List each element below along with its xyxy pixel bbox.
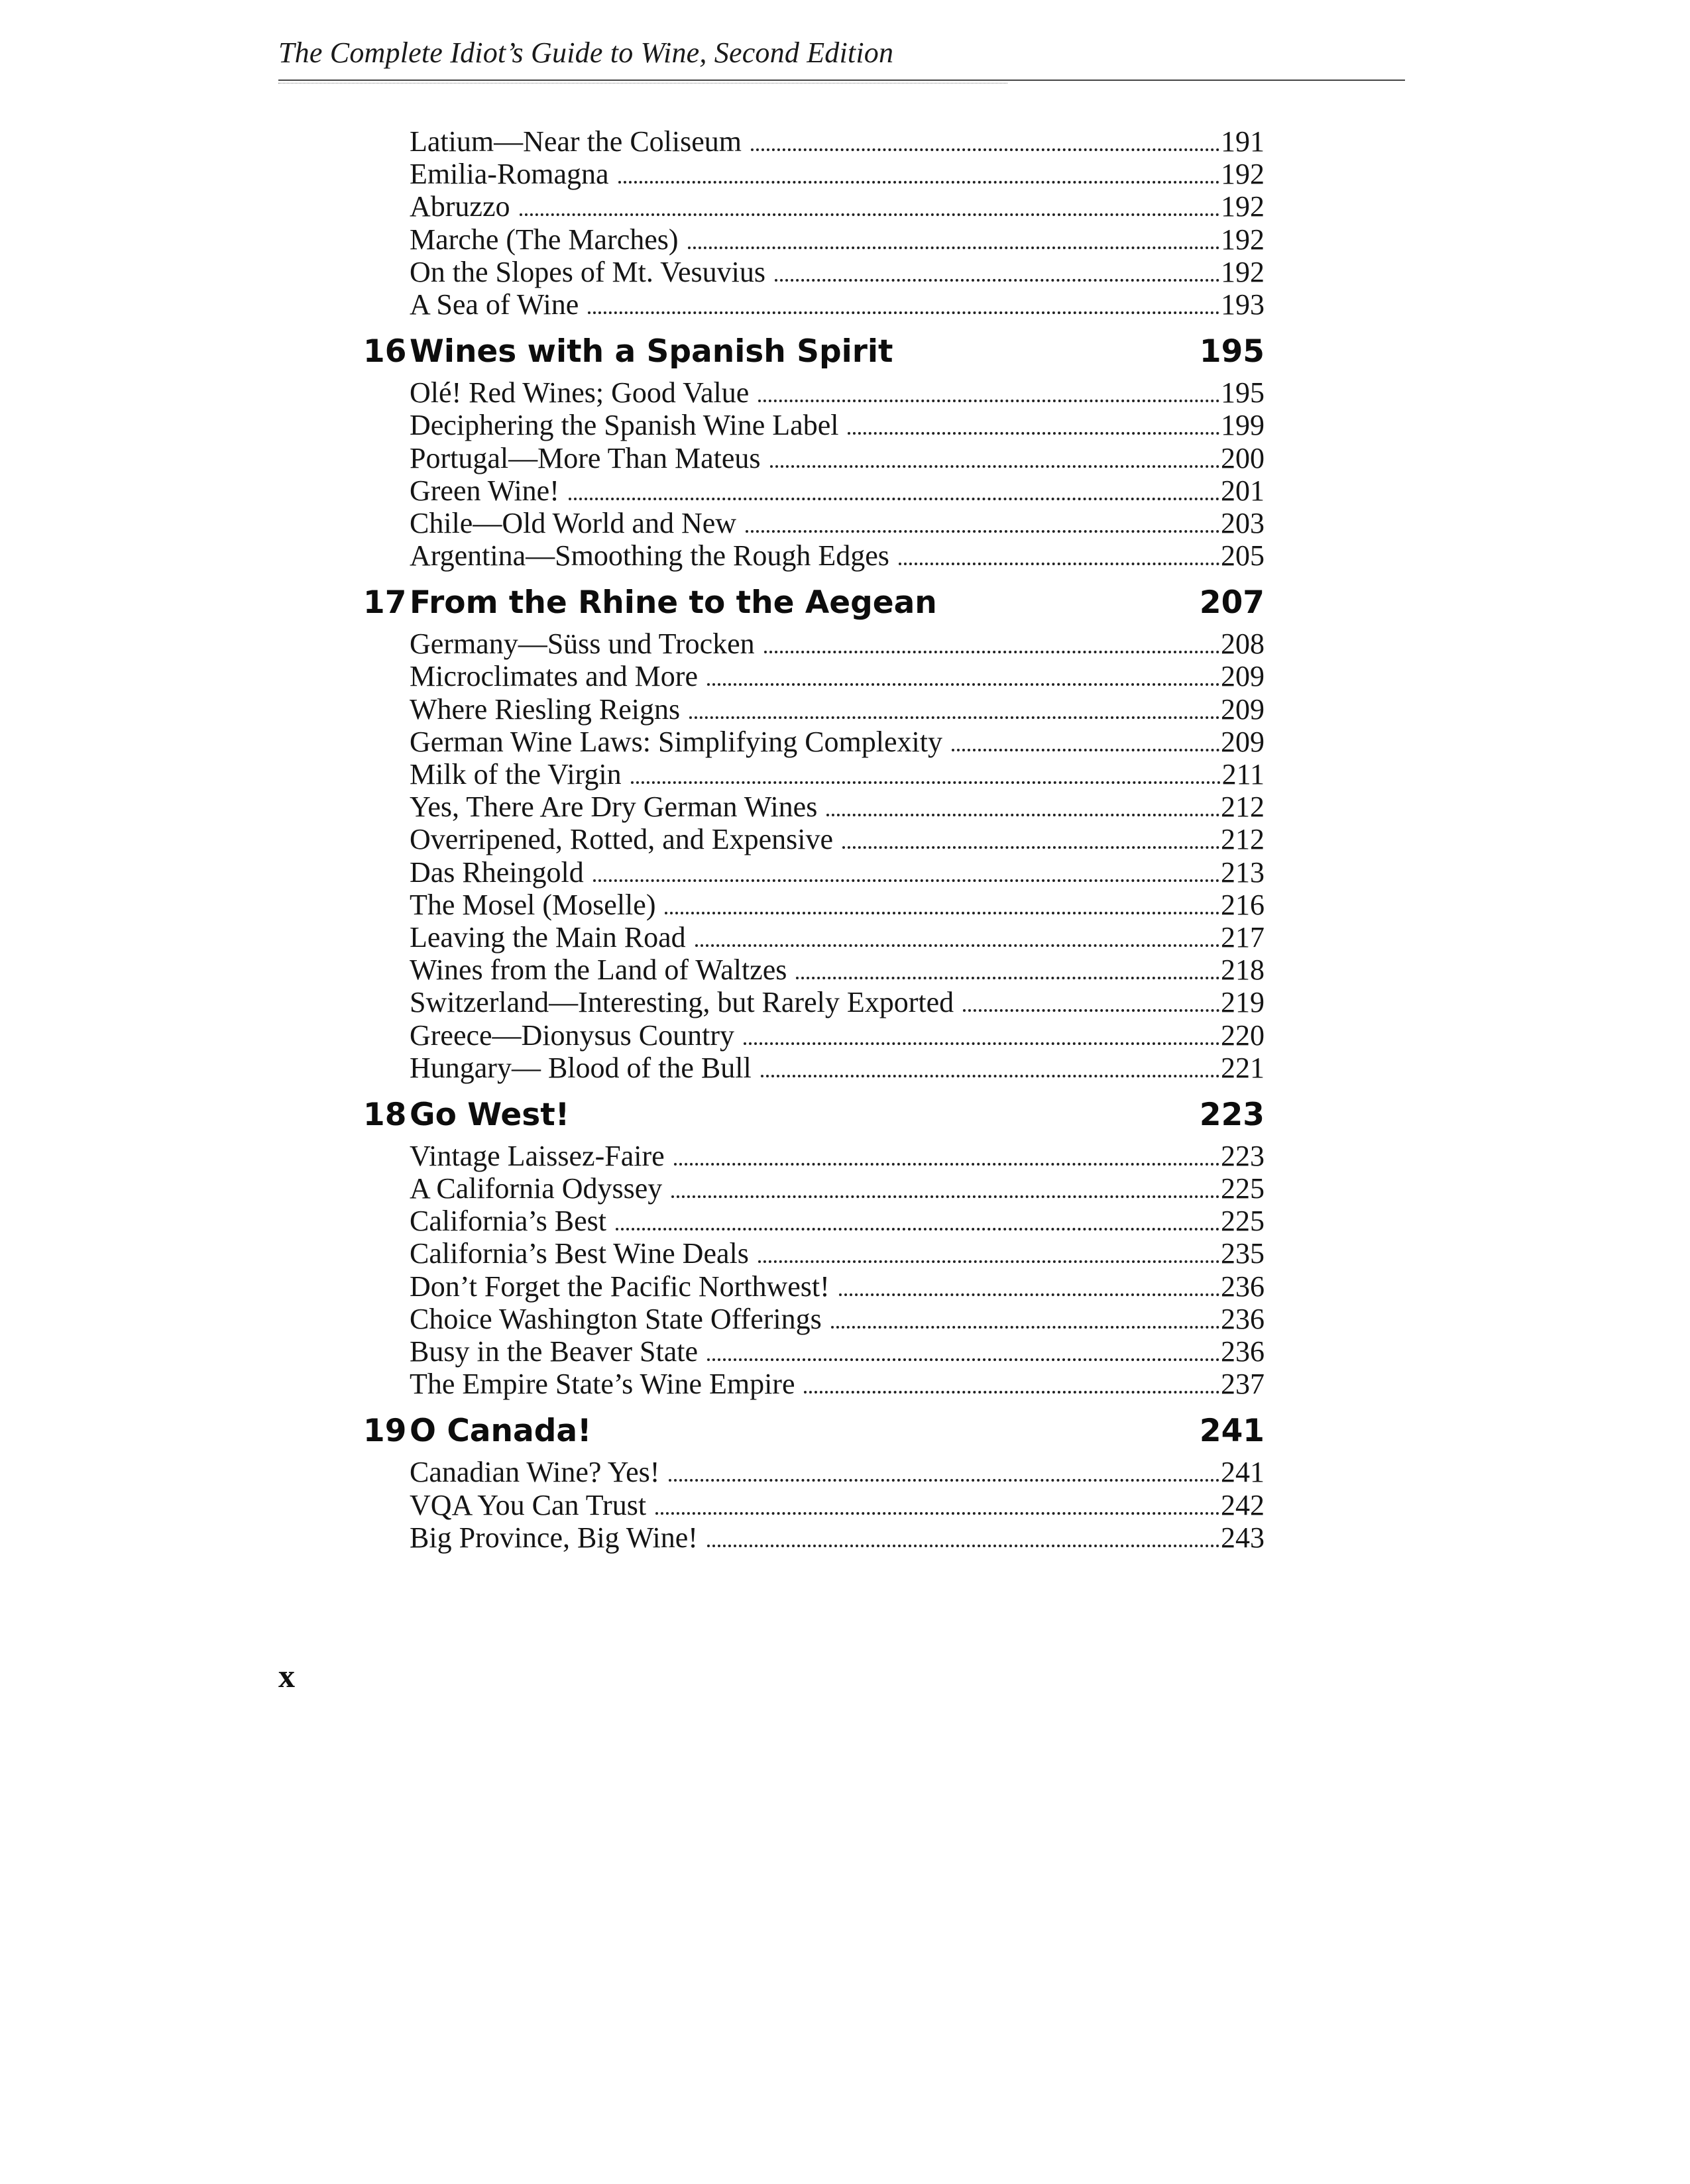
chapter-number: 19 (363, 1413, 407, 1450)
toc-entry (410, 757, 1265, 790)
toc-entry-page: 236 (1221, 1302, 1265, 1335)
toc-entry-title: Germany—Süss und Trocken (410, 628, 755, 661)
toc-entry-page: 200 (1221, 441, 1265, 474)
dot-leader (688, 246, 1219, 249)
toc-entry (410, 255, 1265, 288)
toc-entry-title: Busy in the Beaver State (410, 1335, 699, 1368)
toc-entry-title: German Wine Laws: Simplifying Complexity (410, 725, 942, 758)
toc-entry (410, 627, 1265, 659)
chapter-section (363, 333, 1265, 571)
dot-leader (520, 213, 1220, 216)
toc-entry (410, 1521, 1265, 1553)
toc-entry-page: 205 (1221, 539, 1265, 573)
dot-leader (775, 279, 1219, 282)
dot-leader (744, 1042, 1219, 1045)
toc-entry-page: 209 (1221, 660, 1265, 693)
toc-entry-page: 236 (1221, 1270, 1265, 1303)
toc-entry-title: Greece—Dionysus Country (410, 1018, 735, 1052)
toc-entry (410, 1367, 1265, 1399)
chapter-page: 223 (1199, 1096, 1265, 1133)
dot-leader (831, 1326, 1219, 1329)
toc-entry-title: Chile—Old World and New (410, 506, 737, 539)
toc-entry (410, 692, 1265, 725)
toc-entry-title: Deciphering the Spanish Wine Label (410, 409, 839, 442)
chapter-title: O Canada! (410, 1413, 592, 1450)
dot-leader (796, 977, 1219, 979)
toc-entry-title: Abruzzo (410, 190, 510, 223)
toc-entry (410, 953, 1265, 985)
toc-entry (410, 288, 1265, 320)
chapter-title: Wines with a Spanish Spirit (410, 333, 893, 370)
dot-leader (842, 846, 1219, 849)
toc-entry (410, 855, 1265, 888)
toc-entry (410, 441, 1265, 474)
toc-entry-title: Emilia-Romagna (410, 158, 609, 191)
toc-entry-page: 225 (1221, 1172, 1265, 1205)
chapter-title: Go West! (410, 1096, 570, 1133)
toc-entry-page: 237 (1221, 1368, 1265, 1401)
chapter-heading (363, 1413, 1265, 1452)
toc-entry-title: Choice Washington State Offerings (410, 1302, 822, 1335)
toc-entry-title: California’s Best (410, 1205, 606, 1238)
toc-entry-title: Wines from the Land of Waltzes (410, 954, 787, 987)
dot-leader (671, 1195, 1219, 1198)
dot-leader (758, 400, 1219, 402)
toc-entry-title: Green Wine! (410, 474, 559, 507)
toc-entry-title: Where Riesling Reigns (410, 692, 681, 726)
toc-entry-page: 242 (1221, 1488, 1265, 1521)
toc-entry-page: 212 (1221, 791, 1265, 824)
toc-entry-title: Das Rheingold (410, 855, 584, 889)
toc-entry-page: 209 (1221, 725, 1265, 758)
toc-entry-page: 221 (1221, 1051, 1265, 1084)
toc-entry-title: Overripened, Rotted, and Expensive (410, 823, 834, 856)
toc-entry (410, 539, 1265, 571)
toc-entry-page: 213 (1221, 855, 1265, 889)
dot-leader (707, 1545, 1219, 1547)
dot-leader (665, 912, 1219, 914)
toc-entry (410, 1204, 1265, 1236)
chapter-number: 18 (363, 1096, 407, 1133)
chapter-entry-list (363, 376, 1265, 571)
dot-leader (764, 651, 1219, 653)
toc-entry-title: Hungary— Blood of the Bull (410, 1051, 752, 1084)
toc-entry-title: Marche (The Marches) (410, 223, 679, 256)
chapter-entry-list (363, 1139, 1265, 1400)
dot-leader (826, 814, 1219, 816)
dot-leader (569, 498, 1219, 500)
toc-entry (410, 1236, 1265, 1269)
chapter-section (363, 1097, 1265, 1400)
toc-entry-page: 216 (1221, 888, 1265, 921)
dot-leader (707, 683, 1219, 686)
toc-entry-page: 225 (1221, 1205, 1265, 1238)
toc-entry-page: 192 (1221, 223, 1265, 256)
toc-entry-title: Switzerland—Interesting, but Rarely Exported (410, 986, 954, 1019)
toc-entry-page: 199 (1221, 409, 1265, 442)
toc-entry-page: 209 (1221, 692, 1265, 726)
dot-leader (770, 465, 1219, 468)
toc-entry (410, 790, 1265, 822)
toc-entry-title: California’s Best Wine Deals (410, 1237, 749, 1270)
chapter-page: 195 (1199, 333, 1265, 370)
toc-entry-page: 236 (1221, 1335, 1265, 1368)
continued-entry-list (363, 125, 1265, 320)
toc-entry-page: 217 (1221, 920, 1265, 954)
dot-leader (588, 311, 1219, 314)
toc-entry (410, 408, 1265, 441)
dot-leader (707, 1358, 1219, 1361)
dot-leader (758, 1260, 1219, 1263)
dot-leader (751, 148, 1219, 151)
toc-entry-page: 212 (1221, 823, 1265, 856)
dot-leader (839, 1293, 1219, 1296)
toc-entry (410, 506, 1265, 539)
toc-entry (410, 474, 1265, 506)
toc-entry-title: Don’t Forget the Pacific Northwest! (410, 1270, 830, 1303)
toc-entry-title: Milk of the Virgin (410, 758, 622, 791)
toc-entry (410, 376, 1265, 408)
toc-entry (410, 920, 1265, 953)
chapter-title: From the Rhine to the Aegean (410, 584, 937, 622)
toc-entry-title: Leaving the Main Road (410, 920, 686, 954)
dot-leader (618, 181, 1219, 184)
chapter-heading (363, 1097, 1265, 1136)
toc-entry-page: 241 (1221, 1456, 1265, 1489)
dot-leader (952, 749, 1219, 751)
toc-entry-page: 220 (1221, 1018, 1265, 1052)
toc-entry (410, 1018, 1265, 1051)
toc-entry-page: 219 (1221, 986, 1265, 1019)
toc-entry-page: 235 (1221, 1237, 1265, 1270)
header-rule (278, 80, 1405, 81)
dot-leader (695, 944, 1219, 947)
toc-entry-page: 203 (1221, 506, 1265, 539)
toc-entry-page: 243 (1221, 1521, 1265, 1554)
dot-leader (899, 563, 1219, 565)
running-head: The Complete Idiot’s Guide to Wine, Second Edition (278, 36, 894, 69)
dot-leader (631, 781, 1221, 784)
dot-leader (848, 432, 1219, 435)
toc-entry (410, 1051, 1265, 1083)
toc-entry (410, 1270, 1265, 1302)
chapter-heading (363, 333, 1265, 373)
toc-entry (410, 223, 1265, 255)
chapter-section (363, 584, 1265, 1083)
chapter-heading (363, 584, 1265, 624)
toc-entry-title: The Mosel (Moselle) (410, 888, 656, 921)
dot-leader (616, 1228, 1219, 1230)
toc-entry-title: VQA You Can Trust (410, 1488, 647, 1521)
dot-leader (689, 716, 1219, 719)
toc-entry (410, 1455, 1265, 1488)
toc-entry-title: Argentina—Smoothing the Rough Edges (410, 539, 889, 573)
toc-entry-page: 191 (1221, 125, 1265, 158)
chapter-number: 17 (363, 584, 407, 622)
toc-entry-title: Olé! Red Wines; Good Value (410, 376, 750, 410)
dot-leader (669, 1479, 1219, 1482)
page-number: x (278, 1657, 295, 1694)
chapter-section (363, 1413, 1265, 1553)
toc-entry (410, 725, 1265, 757)
toc-entry (410, 190, 1265, 222)
chapter-entry-list (363, 627, 1265, 1083)
toc-entry-page: 211 (1221, 758, 1265, 791)
dot-leader (963, 1009, 1219, 1012)
toc-entry (410, 822, 1265, 855)
toc-entry-title: Portugal—More Than Mateus (410, 441, 761, 474)
toc-entry-title: Microclimates and More (410, 660, 698, 693)
toc-entry (410, 1172, 1265, 1204)
toc-entry-title: Latium—Near the Coliseum (410, 125, 742, 158)
toc-entry-page: 195 (1221, 376, 1265, 410)
toc-entry-page: 192 (1221, 158, 1265, 191)
toc-entry (410, 1302, 1265, 1335)
toc-entry-page: 192 (1221, 190, 1265, 223)
dot-leader (674, 1163, 1219, 1166)
toc-entry-page: 192 (1221, 255, 1265, 288)
toc-entry-title: A Sea of Wine (410, 288, 579, 321)
dot-leader (804, 1391, 1219, 1393)
toc-entry (410, 1335, 1265, 1367)
toc-entry (410, 888, 1265, 920)
chapter-number: 16 (363, 333, 407, 370)
dot-leader (746, 530, 1219, 533)
toc-entry-title: Yes, There Are Dry German Wines (410, 791, 818, 824)
toc-entry (410, 1488, 1265, 1521)
dot-leader (655, 1512, 1219, 1515)
toc-entry-title: Vintage Laissez-Faire (410, 1139, 665, 1172)
toc-entry-page: 218 (1221, 954, 1265, 987)
dot-leader (593, 879, 1219, 882)
toc-entry (410, 125, 1265, 157)
toc-entry (410, 157, 1265, 190)
toc-entry-title: Canadian Wine? Yes! (410, 1456, 660, 1489)
toc-entry-page: 193 (1221, 288, 1265, 321)
toc-entry-title: The Empire State’s Wine Empire (410, 1368, 795, 1401)
toc-entry-page: 201 (1221, 474, 1265, 507)
chapter-entry-list (363, 1455, 1265, 1553)
chapter-page: 207 (1199, 584, 1265, 622)
toc-entry-title: A California Odyssey (410, 1172, 663, 1205)
toc-entry (410, 1139, 1265, 1172)
toc-entry-title: On the Slopes of Mt. Vesuvius (410, 255, 765, 288)
toc-entry (410, 659, 1265, 692)
chapter-page: 241 (1199, 1413, 1265, 1450)
table-of-contents (363, 125, 1265, 1553)
toc-entry-page: 208 (1221, 628, 1265, 661)
toc-entry-page: 223 (1221, 1139, 1265, 1172)
toc-entry-title: Big Province, Big Wine! (410, 1521, 698, 1554)
toc-entry (410, 985, 1265, 1018)
dot-leader (761, 1075, 1219, 1077)
